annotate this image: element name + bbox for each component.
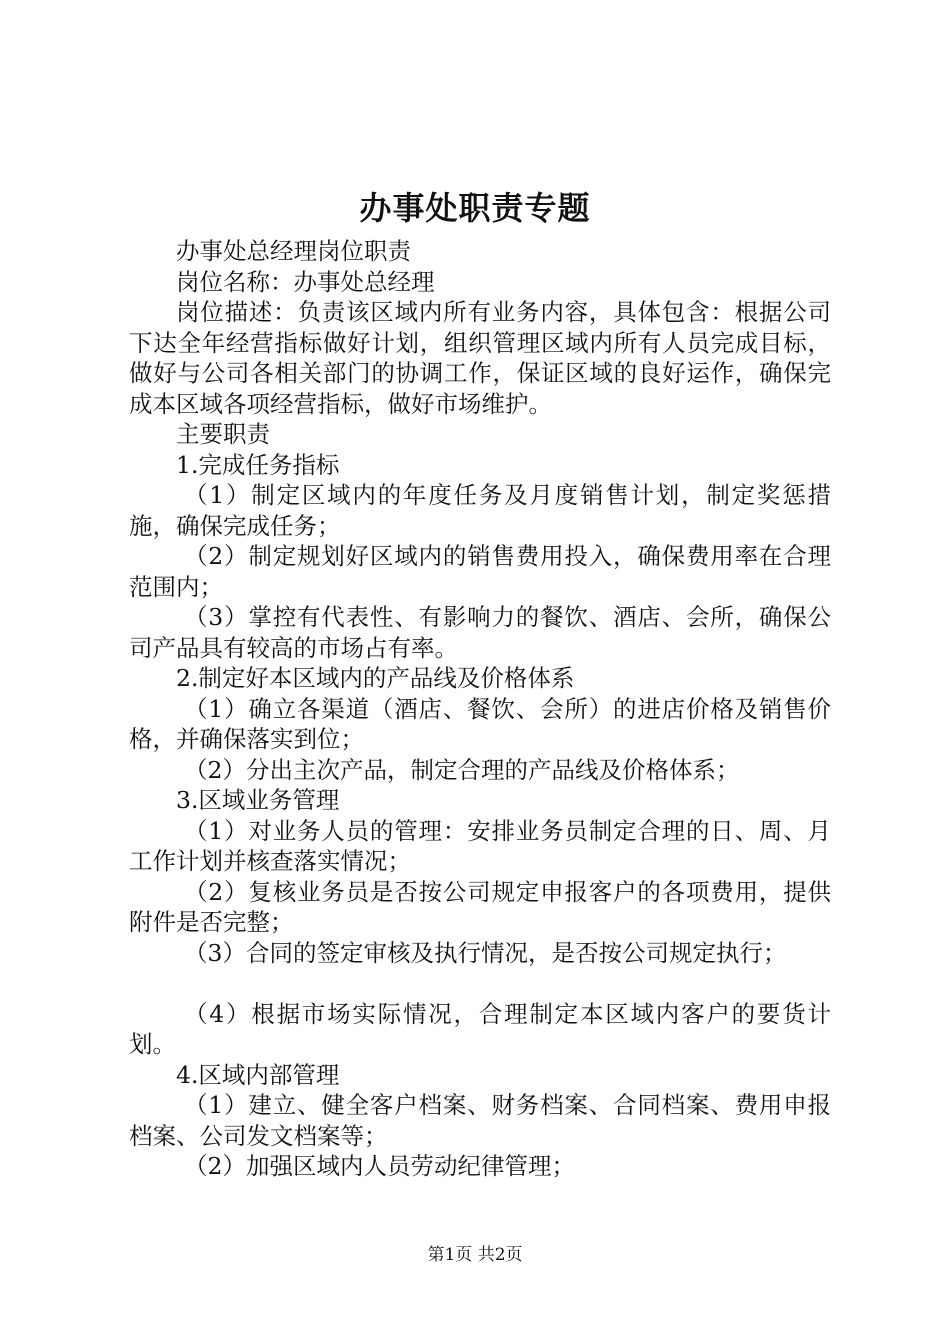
- paragraph-main-duties: 主要职责: [176, 420, 270, 448]
- section-heading-1: 1.完成任务指标: [176, 450, 340, 479]
- list-item: （1）对业务人员的管理：安排业务员制定合理的日、周、月工作计划并核查落实情况；: [129, 816, 831, 875]
- section-heading-2: 2.制定好本区域内的产品线及价格体系: [176, 664, 575, 692]
- list-item: （2）加强区域内人员劳动纪律管理；: [184, 1152, 575, 1180]
- list-item: （2）复核业务员是否按公司规定申报客户的各项费用，提供附件是否完整；: [129, 877, 831, 936]
- paragraph-heading: 办事处总经理岗位职责: [176, 237, 411, 265]
- document-title: 办事处职责专题: [359, 189, 591, 227]
- blank-line: [129, 968, 831, 999]
- list-item: （2）制定规划好区域内的销售费用投入，确保费用率在合理范围内；: [129, 542, 831, 601]
- list-item: （1）建立、健全客户档案、财务档案、合同档案、费用申报档案、公司发文档案等；: [129, 1091, 831, 1150]
- paragraph-position-name: 岗位名称：办事处总经理: [176, 267, 435, 296]
- section-heading-3: 3.区域业务管理: [176, 786, 340, 814]
- section-heading-4: 4.区域内部管理: [176, 1060, 340, 1089]
- list-item: （4）根据市场实际情况，合理制定本区域内客户的要货计划。: [129, 999, 831, 1058]
- document-body: [129, 236, 831, 1182]
- list-item: （3）掌控有代表性、有影响力的餐饮、酒店、会所，确保公司产品具有较高的市场占有率。: [129, 603, 831, 662]
- list-item: （2）分出主次产品，制定合理的产品线及价格体系；: [184, 755, 740, 784]
- list-item: （3）合同的签定审核及执行情况，是否按公司规定执行；: [184, 938, 787, 967]
- page-footer: 第1页 共2页: [427, 1245, 523, 1265]
- list-item: （1）制定区域内的年度任务及月度销售计划，制定奖惩措施，确保完成任务；: [129, 481, 831, 540]
- paragraph-position-description: 岗位描述：负责该区域内所有业务内容，具体包含：根据公司下达全年经营指标做好计划，组织管理区域内所有人员完成目标，做好与公司各相关部门的协调工作，保证区域的良好运作，确保完成本区域各项经营指标，做好市场维护。: [129, 298, 831, 418]
- list-item: （1）确立各渠道（酒店、餐饮、会所）的进店价格及销售价格，并确保落实到位；: [129, 694, 831, 753]
